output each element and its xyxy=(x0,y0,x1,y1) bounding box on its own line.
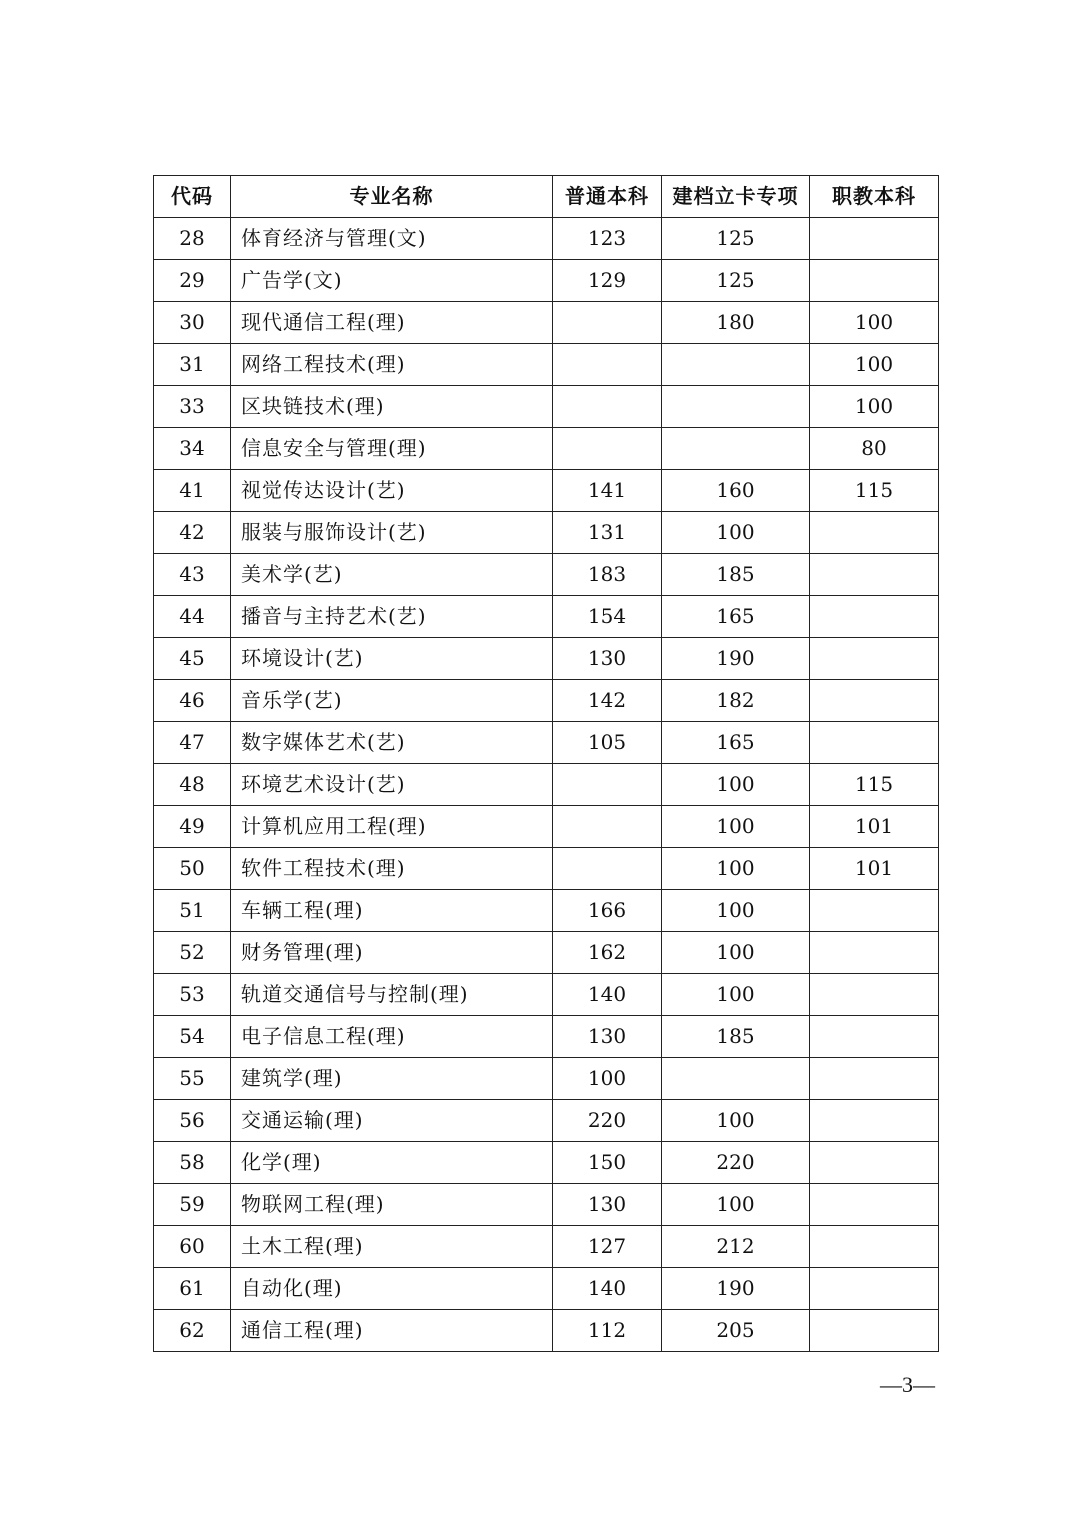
cell-filed-special: 100 xyxy=(662,890,810,932)
cell-regular: 131 xyxy=(553,512,662,554)
cell-filed-special: 100 xyxy=(662,512,810,554)
cell-regular: 112 xyxy=(553,1310,662,1352)
cell-code: 34 xyxy=(154,428,231,470)
cell-filed-special: 182 xyxy=(662,680,810,722)
table-row xyxy=(154,722,939,764)
cell-filed-special: 100 xyxy=(662,932,810,974)
cell-filed-special: 125 xyxy=(662,218,810,260)
cell-major-name: 视觉传达设计(艺) xyxy=(231,470,553,512)
cell-vocational xyxy=(810,722,939,764)
header-major-name: 专业名称 xyxy=(231,176,553,218)
table-row xyxy=(154,890,939,932)
table-row xyxy=(154,1100,939,1142)
cell-major-name: 数字媒体艺术(艺) xyxy=(231,722,553,764)
cell-vocational xyxy=(810,1268,939,1310)
cell-regular: 220 xyxy=(553,1100,662,1142)
cell-filed-special: 125 xyxy=(662,260,810,302)
cell-major-name: 现代通信工程(理) xyxy=(231,302,553,344)
cell-vocational xyxy=(810,260,939,302)
cell-code: 43 xyxy=(154,554,231,596)
cell-filed-special: 100 xyxy=(662,806,810,848)
cell-vocational xyxy=(810,1184,939,1226)
cell-code: 48 xyxy=(154,764,231,806)
cell-filed-special: 212 xyxy=(662,1226,810,1268)
cell-vocational: 115 xyxy=(810,764,939,806)
cell-code: 54 xyxy=(154,1016,231,1058)
cell-code: 58 xyxy=(154,1142,231,1184)
cell-regular xyxy=(553,302,662,344)
table-header-row xyxy=(154,176,939,218)
cell-code: 51 xyxy=(154,890,231,932)
cell-filed-special: 100 xyxy=(662,974,810,1016)
table-body xyxy=(154,218,939,1352)
table-row xyxy=(154,1268,939,1310)
cell-filed-special: 100 xyxy=(662,764,810,806)
cell-code: 49 xyxy=(154,806,231,848)
table-row xyxy=(154,1016,939,1058)
cell-code: 30 xyxy=(154,302,231,344)
table-row xyxy=(154,1058,939,1100)
cell-regular: 130 xyxy=(553,1016,662,1058)
cell-filed-special: 185 xyxy=(662,554,810,596)
cell-code: 31 xyxy=(154,344,231,386)
cell-regular: 141 xyxy=(553,470,662,512)
cell-vocational xyxy=(810,1142,939,1184)
cell-filed-special: 165 xyxy=(662,596,810,638)
table-row xyxy=(154,554,939,596)
cell-filed-special: 100 xyxy=(662,1100,810,1142)
cell-major-name: 电子信息工程(理) xyxy=(231,1016,553,1058)
table-row xyxy=(154,806,939,848)
cell-regular: 100 xyxy=(553,1058,662,1100)
cell-major-name: 环境设计(艺) xyxy=(231,638,553,680)
cell-vocational xyxy=(810,1100,939,1142)
cell-vocational: 100 xyxy=(810,302,939,344)
cell-code: 59 xyxy=(154,1184,231,1226)
cell-regular xyxy=(553,428,662,470)
cell-code: 46 xyxy=(154,680,231,722)
cell-filed-special: 185 xyxy=(662,1016,810,1058)
cell-regular: 142 xyxy=(553,680,662,722)
cell-vocational xyxy=(810,1226,939,1268)
cell-code: 53 xyxy=(154,974,231,1016)
cell-vocational: 101 xyxy=(810,806,939,848)
table-row xyxy=(154,386,939,428)
table-row xyxy=(154,260,939,302)
cell-vocational xyxy=(810,1016,939,1058)
table-row xyxy=(154,1184,939,1226)
cell-major-name: 车辆工程(理) xyxy=(231,890,553,932)
table-row xyxy=(154,512,939,554)
cell-major-name: 自动化(理) xyxy=(231,1268,553,1310)
cell-regular: 130 xyxy=(553,638,662,680)
cell-filed-special: 220 xyxy=(662,1142,810,1184)
cell-major-name: 环境艺术设计(艺) xyxy=(231,764,553,806)
cell-major-name: 网络工程技术(理) xyxy=(231,344,553,386)
cell-regular: 127 xyxy=(553,1226,662,1268)
table-row xyxy=(154,302,939,344)
cell-regular: 150 xyxy=(553,1142,662,1184)
cell-regular xyxy=(553,806,662,848)
table-row xyxy=(154,470,939,512)
cell-vocational xyxy=(810,974,939,1016)
cell-vocational: 101 xyxy=(810,848,939,890)
table-row xyxy=(154,932,939,974)
cell-regular xyxy=(553,344,662,386)
cell-major-name: 轨道交通信号与控制(理) xyxy=(231,974,553,1016)
cell-major-name: 交通运输(理) xyxy=(231,1100,553,1142)
cell-regular: 140 xyxy=(553,974,662,1016)
cell-code: 47 xyxy=(154,722,231,764)
table-row xyxy=(154,344,939,386)
cell-vocational xyxy=(810,1310,939,1352)
cell-filed-special xyxy=(662,386,810,428)
cell-code: 56 xyxy=(154,1100,231,1142)
cell-major-name: 区块链技术(理) xyxy=(231,386,553,428)
cell-code: 41 xyxy=(154,470,231,512)
cell-regular: 140 xyxy=(553,1268,662,1310)
cell-code: 50 xyxy=(154,848,231,890)
cell-major-name: 体育经济与管理(文) xyxy=(231,218,553,260)
cell-filed-special: 180 xyxy=(662,302,810,344)
cell-vocational: 115 xyxy=(810,470,939,512)
cell-code: 45 xyxy=(154,638,231,680)
page-number: —3— xyxy=(880,1372,935,1397)
cell-code: 33 xyxy=(154,386,231,428)
cell-vocational xyxy=(810,596,939,638)
cell-vocational xyxy=(810,1058,939,1100)
cell-regular: 162 xyxy=(553,932,662,974)
table-row xyxy=(154,764,939,806)
table-row xyxy=(154,218,939,260)
table-row xyxy=(154,428,939,470)
cell-major-name: 软件工程技术(理) xyxy=(231,848,553,890)
cell-code: 28 xyxy=(154,218,231,260)
cell-filed-special: 190 xyxy=(662,1268,810,1310)
cell-vocational xyxy=(810,932,939,974)
cell-major-name: 播音与主持艺术(艺) xyxy=(231,596,553,638)
cell-vocational: 100 xyxy=(810,386,939,428)
cell-major-name: 物联网工程(理) xyxy=(231,1184,553,1226)
cell-filed-special xyxy=(662,344,810,386)
cell-vocational xyxy=(810,638,939,680)
cell-code: 61 xyxy=(154,1268,231,1310)
cell-vocational: 100 xyxy=(810,344,939,386)
cell-vocational xyxy=(810,218,939,260)
cell-filed-special: 100 xyxy=(662,848,810,890)
cell-code: 62 xyxy=(154,1310,231,1352)
cell-major-name: 信息安全与管理(理) xyxy=(231,428,553,470)
cell-code: 60 xyxy=(154,1226,231,1268)
header-filed-special: 建档立卡专项 xyxy=(662,176,810,218)
cell-vocational: 80 xyxy=(810,428,939,470)
cell-code: 55 xyxy=(154,1058,231,1100)
cell-major-name: 通信工程(理) xyxy=(231,1310,553,1352)
cell-regular: 129 xyxy=(553,260,662,302)
table-row xyxy=(154,848,939,890)
header-regular: 普通本科 xyxy=(553,176,662,218)
cell-major-name: 财务管理(理) xyxy=(231,932,553,974)
cell-code: 29 xyxy=(154,260,231,302)
cell-regular: 130 xyxy=(553,1184,662,1226)
cell-major-name: 化学(理) xyxy=(231,1142,553,1184)
cell-regular: 123 xyxy=(553,218,662,260)
cell-vocational xyxy=(810,554,939,596)
cell-code: 44 xyxy=(154,596,231,638)
cell-filed-special: 190 xyxy=(662,638,810,680)
table-row xyxy=(154,1310,939,1352)
table-row xyxy=(154,596,939,638)
cell-regular: 183 xyxy=(553,554,662,596)
cell-filed-special: 165 xyxy=(662,722,810,764)
cell-vocational xyxy=(810,512,939,554)
table-row xyxy=(154,1142,939,1184)
cell-vocational xyxy=(810,680,939,722)
cell-filed-special: 160 xyxy=(662,470,810,512)
header-code: 代码 xyxy=(154,176,231,218)
table-row xyxy=(154,638,939,680)
cell-regular: 154 xyxy=(553,596,662,638)
cell-regular: 105 xyxy=(553,722,662,764)
cell-regular xyxy=(553,764,662,806)
header-vocational: 职教本科 xyxy=(810,176,939,218)
cell-filed-special: 100 xyxy=(662,1184,810,1226)
cell-major-name: 服装与服饰设计(艺) xyxy=(231,512,553,554)
table-row xyxy=(154,1226,939,1268)
cell-major-name: 建筑学(理) xyxy=(231,1058,553,1100)
cell-filed-special xyxy=(662,428,810,470)
cell-code: 52 xyxy=(154,932,231,974)
table-row xyxy=(154,680,939,722)
score-table xyxy=(153,175,939,1352)
cell-vocational xyxy=(810,890,939,932)
cell-major-name: 广告学(文) xyxy=(231,260,553,302)
cell-regular xyxy=(553,848,662,890)
cell-code: 42 xyxy=(154,512,231,554)
cell-major-name: 土木工程(理) xyxy=(231,1226,553,1268)
cell-regular xyxy=(553,386,662,428)
cell-major-name: 计算机应用工程(理) xyxy=(231,806,553,848)
cell-filed-special xyxy=(662,1058,810,1100)
table-row xyxy=(154,974,939,1016)
cell-major-name: 音乐学(艺) xyxy=(231,680,553,722)
cell-filed-special: 205 xyxy=(662,1310,810,1352)
cell-major-name: 美术学(艺) xyxy=(231,554,553,596)
cell-regular: 166 xyxy=(553,890,662,932)
